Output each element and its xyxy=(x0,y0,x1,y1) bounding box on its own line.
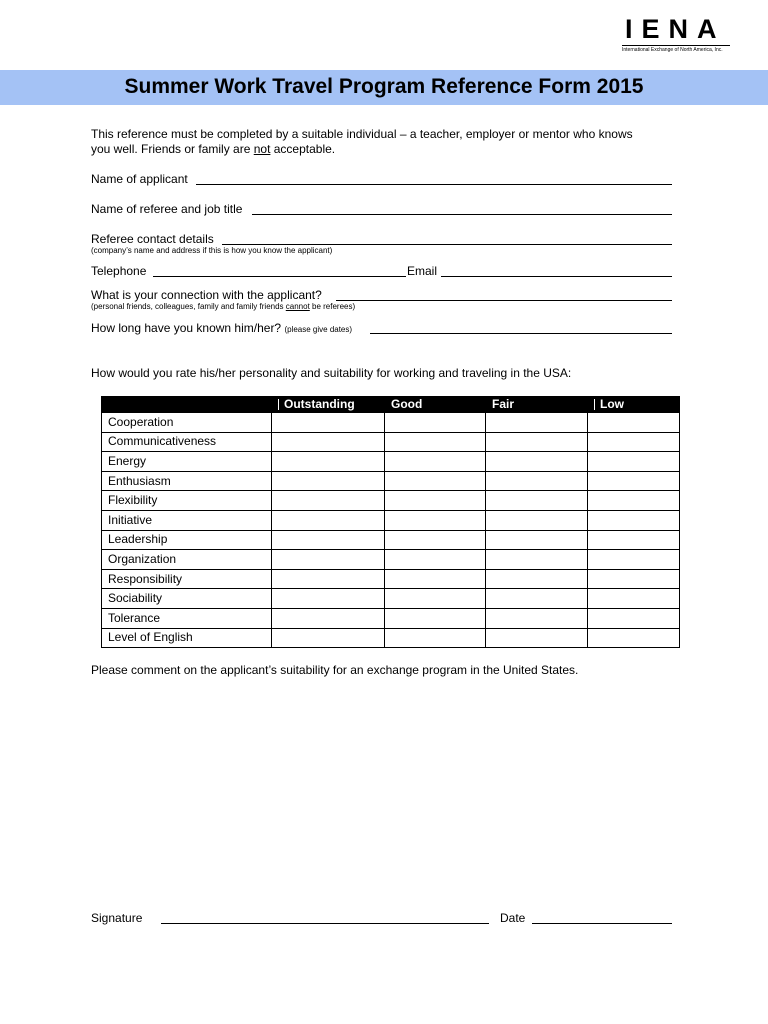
rating-cell-outstanding[interactable] xyxy=(272,432,385,452)
rating-cell-good[interactable] xyxy=(385,550,486,570)
table-row xyxy=(102,608,680,628)
rating-cell-good[interactable] xyxy=(385,589,486,609)
referee-label: Name of referee and job title xyxy=(91,202,243,216)
row-label: Tolerance xyxy=(102,608,272,628)
rating-question: How would you rate his/her personality and suitability for working and traveling in the USA: xyxy=(91,366,572,380)
rating-cell-fair[interactable] xyxy=(486,608,588,628)
header-separator xyxy=(278,399,279,410)
date-field[interactable] xyxy=(532,923,672,924)
row-label: Sociability xyxy=(102,589,272,609)
rating-cell-low[interactable] xyxy=(588,550,680,570)
rating-cell-outstanding[interactable] xyxy=(272,628,385,648)
connection-field[interactable] xyxy=(336,300,672,301)
table-row xyxy=(102,530,680,550)
logo-wordmark: IENA xyxy=(625,14,726,44)
connection-note-a: (personal friends, colleagues, family and family friends xyxy=(91,302,286,311)
signature-field[interactable] xyxy=(161,923,489,924)
header-low-label: Low xyxy=(600,397,624,411)
comment-prompt: Please comment on the applicant’s suitability for an exchange program in the United States. xyxy=(91,663,579,677)
email-field[interactable] xyxy=(441,276,672,277)
header-separator xyxy=(594,399,595,410)
rating-cell-fair[interactable] xyxy=(486,432,588,452)
rating-cell-outstanding[interactable] xyxy=(272,550,385,570)
row-label: Energy xyxy=(102,452,272,472)
rating-cell-low[interactable] xyxy=(588,432,680,452)
table-row xyxy=(102,589,680,609)
rating-cell-good[interactable] xyxy=(385,530,486,550)
referee-field[interactable] xyxy=(252,214,672,215)
row-label: Communicativeness xyxy=(102,432,272,452)
rating-cell-good[interactable] xyxy=(385,510,486,530)
rating-cell-good[interactable] xyxy=(385,608,486,628)
connection-note-b: be referees) xyxy=(309,302,356,311)
table-row xyxy=(102,550,680,570)
logo-rule xyxy=(622,45,730,46)
header-outstanding-label: Outstanding xyxy=(284,397,355,411)
rating-cell-outstanding[interactable] xyxy=(272,491,385,511)
table-row xyxy=(102,628,680,648)
table-row xyxy=(102,510,680,530)
header-outstanding xyxy=(272,397,385,413)
rating-cell-low[interactable] xyxy=(588,628,680,648)
rating-cell-outstanding[interactable] xyxy=(272,530,385,550)
page-title: Summer Work Travel Program Reference Form 2015 xyxy=(124,75,644,98)
header-good xyxy=(385,397,486,413)
duration-note: (please give dates) xyxy=(284,325,353,334)
rating-cell-fair[interactable] xyxy=(486,452,588,472)
rating-cell-outstanding[interactable] xyxy=(272,569,385,589)
applicant-label: Name of applicant xyxy=(91,172,188,186)
row-label: Flexibility xyxy=(102,491,272,511)
telephone-field[interactable] xyxy=(153,276,406,277)
contact-note: (company’s name and address if this is how you know the applicant) xyxy=(91,246,333,255)
date-label: Date xyxy=(500,911,526,925)
table-row xyxy=(102,413,680,433)
header-fair xyxy=(486,397,588,413)
rating-cell-fair[interactable] xyxy=(486,491,588,511)
rating-table xyxy=(101,396,680,648)
table-row xyxy=(102,432,680,452)
header-low xyxy=(588,397,680,413)
contact-field[interactable] xyxy=(222,244,672,245)
row-label: Level of English xyxy=(102,628,272,648)
header-good-label: Good xyxy=(391,397,423,411)
connection-note-cannot: cannot xyxy=(285,302,310,311)
rating-cell-fair[interactable] xyxy=(486,589,588,609)
duration-field[interactable] xyxy=(370,333,672,334)
rating-cell-low[interactable] xyxy=(588,569,680,589)
intro-line-2 xyxy=(91,142,335,157)
rating-cell-fair[interactable] xyxy=(486,550,588,570)
applicant-field[interactable] xyxy=(196,184,672,185)
row-label: Responsibility xyxy=(102,569,272,589)
table-row xyxy=(102,569,680,589)
rating-cell-fair[interactable] xyxy=(486,569,588,589)
table-row xyxy=(102,471,680,491)
signature-label: Signature xyxy=(91,911,143,925)
rating-cell-outstanding[interactable] xyxy=(272,413,385,433)
rating-cell-low[interactable] xyxy=(588,589,680,609)
rating-cell-good[interactable] xyxy=(385,491,486,511)
rating-cell-low[interactable] xyxy=(588,510,680,530)
duration-label xyxy=(91,321,352,337)
row-label: Cooperation xyxy=(102,413,272,433)
rating-cell-fair[interactable] xyxy=(486,628,588,648)
rating-cell-low[interactable] xyxy=(588,608,680,628)
rating-cell-outstanding[interactable] xyxy=(272,608,385,628)
rating-cell-fair[interactable] xyxy=(486,510,588,530)
intro-line-1: This reference must be completed by a suitable individual – a teacher, employer or mentor who knows xyxy=(91,127,633,141)
row-label: Organization xyxy=(102,550,272,570)
rating-cell-low[interactable] xyxy=(588,413,680,433)
rating-cell-good[interactable] xyxy=(385,628,486,648)
comment-area[interactable] xyxy=(91,684,672,884)
contact-label: Referee contact details xyxy=(91,232,214,246)
rating-cell-low[interactable] xyxy=(588,491,680,511)
rating-cell-low[interactable] xyxy=(588,471,680,491)
rating-cell-low[interactable] xyxy=(588,452,680,472)
iena-logo xyxy=(622,14,730,56)
row-label: Initiative xyxy=(102,510,272,530)
row-label: Leadership xyxy=(102,530,272,550)
rating-cell-good[interactable] xyxy=(385,452,486,472)
connection-label: What is your connection with the applicant? xyxy=(91,288,322,302)
intro-text-b: acceptable. xyxy=(270,142,336,156)
rating-cell-fair[interactable] xyxy=(486,413,588,433)
intro-text-a: you well. Friends or family are xyxy=(91,142,254,156)
rating-cell-good[interactable] xyxy=(385,432,486,452)
telephone-label: Telephone xyxy=(91,264,147,278)
rating-cell-fair[interactable] xyxy=(486,530,588,550)
table-row xyxy=(102,452,680,472)
rating-cell-outstanding[interactable] xyxy=(272,589,385,609)
email-label: Email xyxy=(407,264,438,278)
rating-table-header xyxy=(102,397,680,413)
rating-cell-good[interactable] xyxy=(385,413,486,433)
header-blank xyxy=(102,397,272,413)
connection-note xyxy=(91,302,355,312)
rating-cell-fair[interactable] xyxy=(486,471,588,491)
rating-cell-low[interactable] xyxy=(588,530,680,550)
rating-cell-outstanding[interactable] xyxy=(272,452,385,472)
intro-text-not: not xyxy=(253,142,271,156)
rating-cell-good[interactable] xyxy=(385,471,486,491)
duration-label-text: How long have you known him/her? xyxy=(91,321,282,335)
row-label: Enthusiasm xyxy=(102,471,272,491)
logo-subtitle: International Exchange of North America, Inc. xyxy=(622,47,723,53)
header-fair-label: Fair xyxy=(492,397,515,411)
rating-cell-outstanding[interactable] xyxy=(272,510,385,530)
rating-cell-outstanding[interactable] xyxy=(272,471,385,491)
table-row xyxy=(102,491,680,511)
rating-cell-good[interactable] xyxy=(385,569,486,589)
